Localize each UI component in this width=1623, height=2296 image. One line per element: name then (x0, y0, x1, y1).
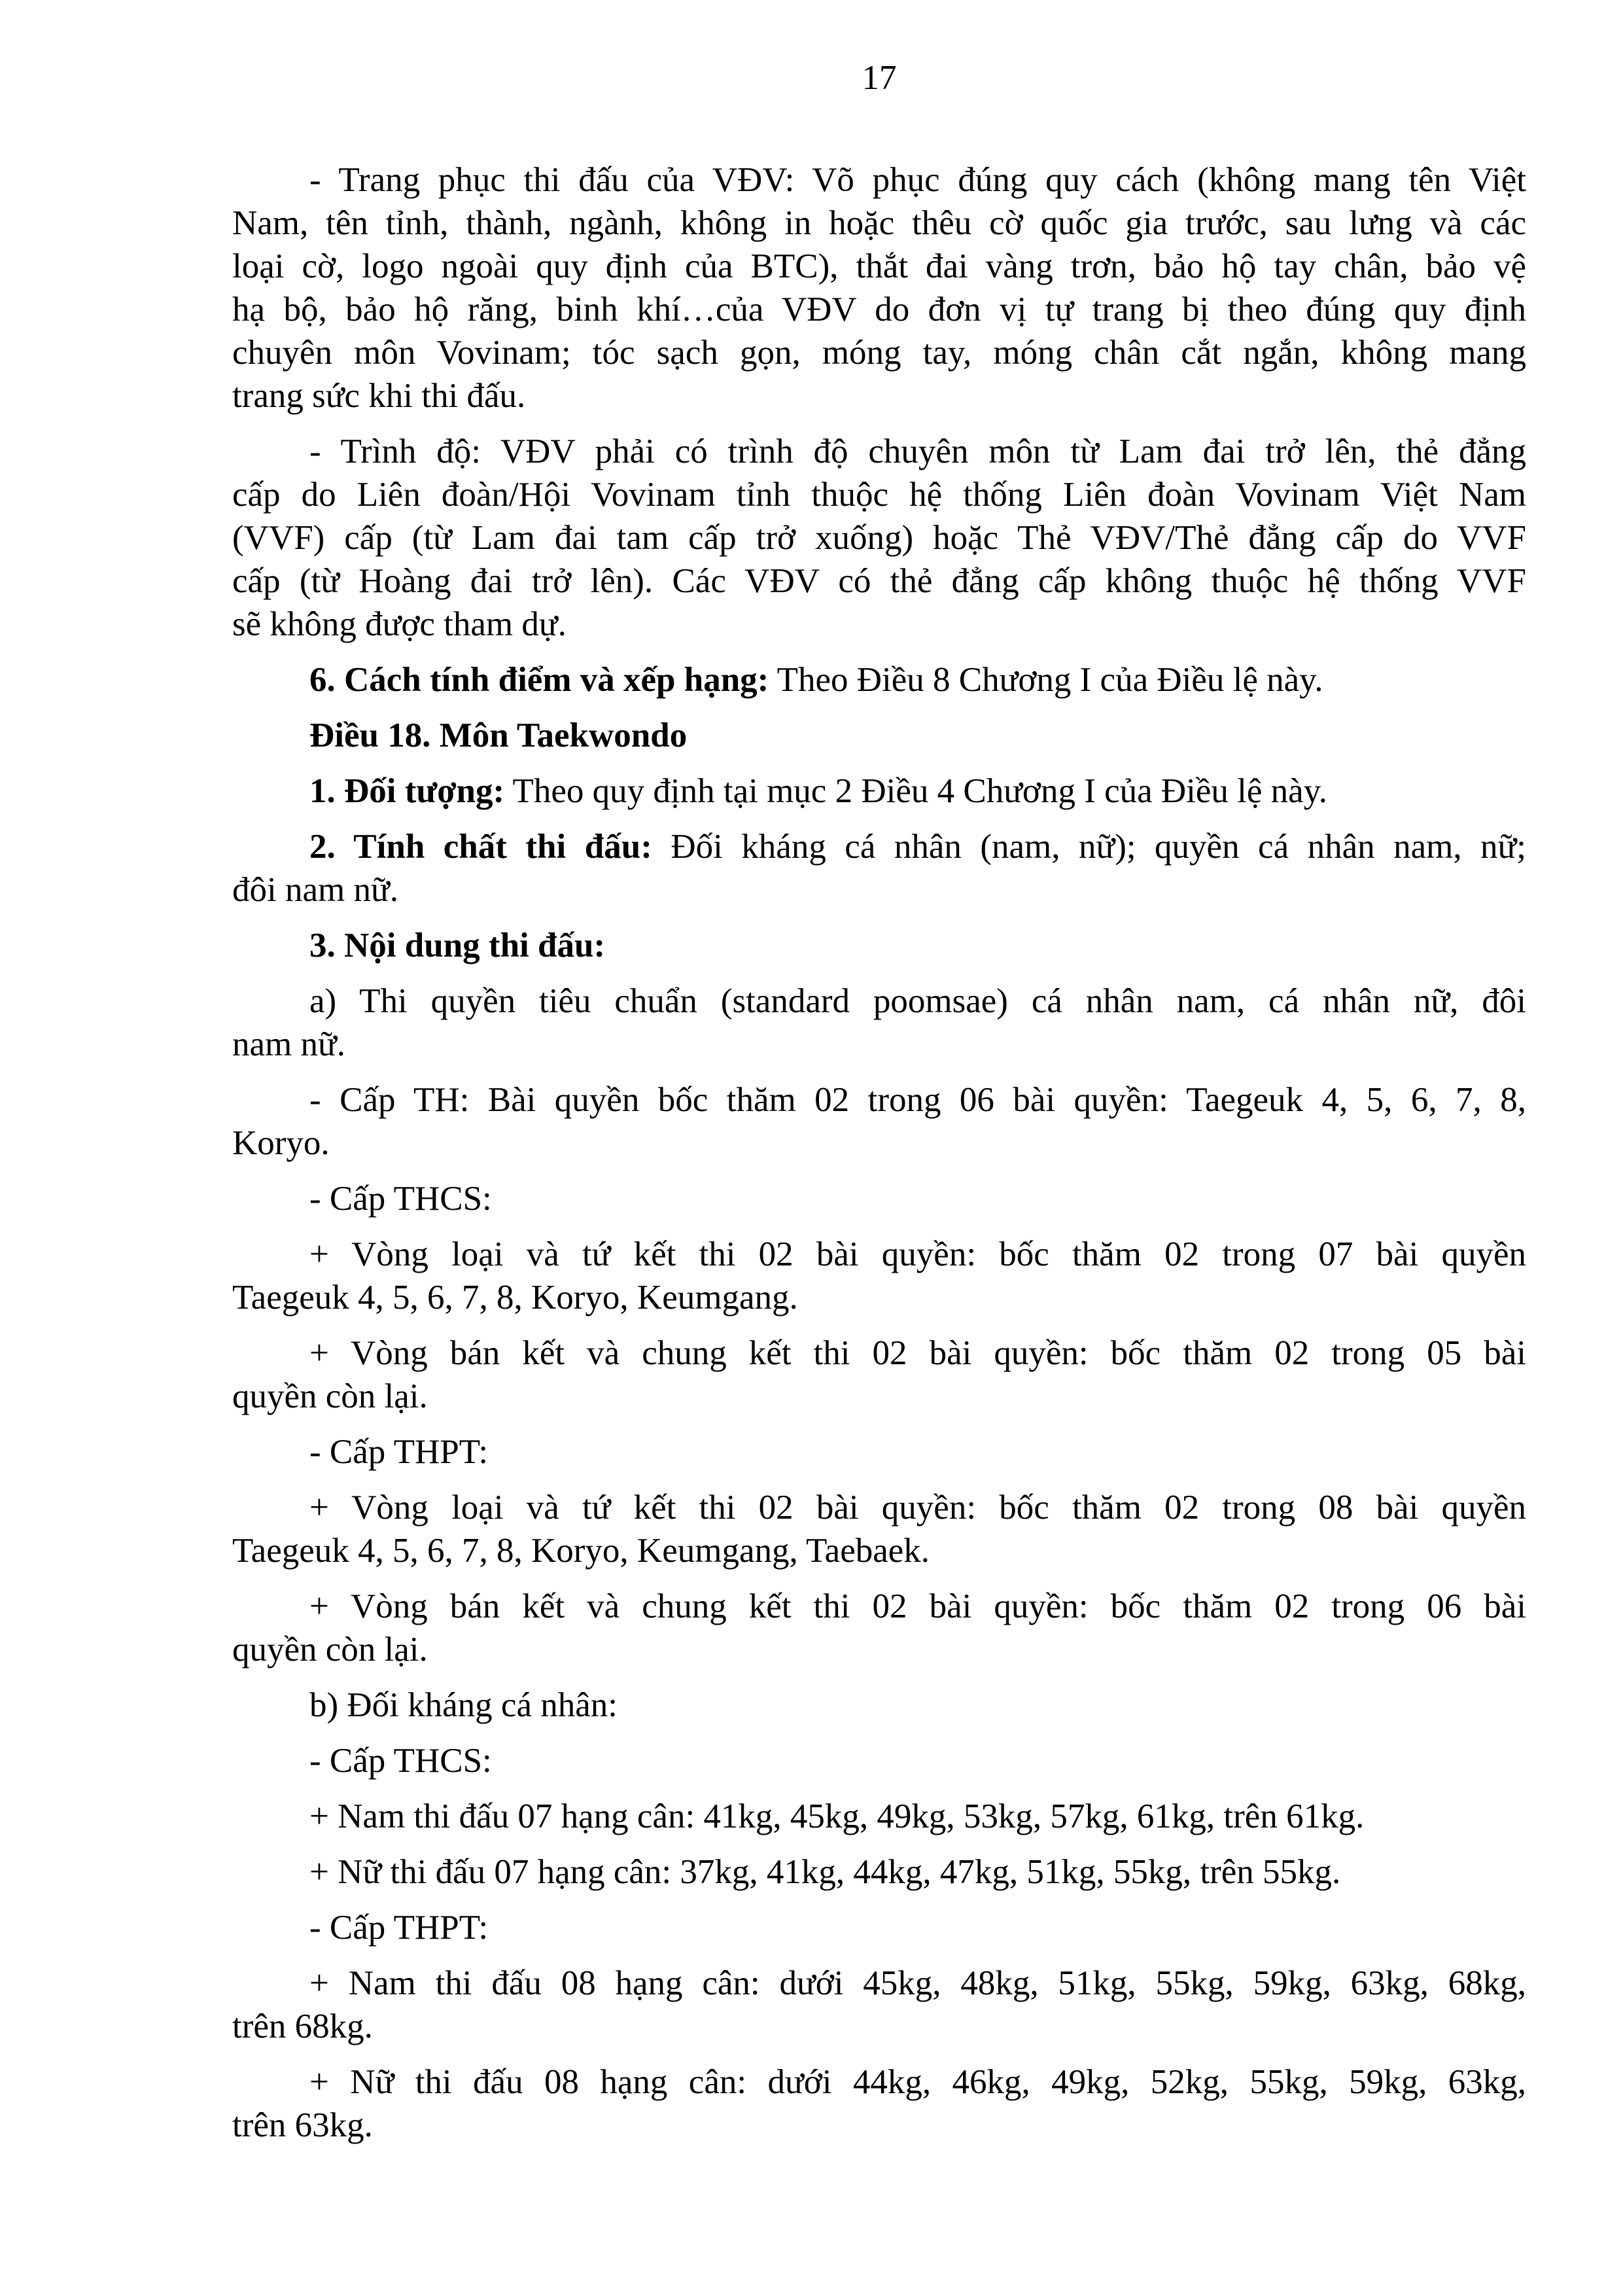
paragraph (232, 2060, 1526, 2147)
text-line (232, 924, 1526, 967)
paragraph (232, 714, 1526, 757)
paragraph (232, 430, 1526, 646)
text-segment: + Nữ thi đấu 07 hạng cân: 37kg, 41kg, 44kg, 47kg, 51kg, 55kg, trên 55kg. (309, 1853, 1341, 1891)
paragraph (232, 1684, 1526, 1727)
paragraph (232, 658, 1526, 701)
text-segment: Theo Điều 8 Chương I của Điều lệ này. (769, 661, 1323, 699)
paragraph (232, 825, 1526, 911)
text-line (232, 331, 1526, 374)
text-line (232, 1430, 1526, 1474)
bold-text-segment: 2. Tính chất thi đấu: (309, 828, 652, 866)
text-line (232, 2005, 1526, 2048)
paragraph (232, 1739, 1526, 1782)
paragraph (232, 1078, 1526, 1165)
paragraph (232, 158, 1526, 417)
text-segment: Taegeuk 4, 5, 6, 7, 8, Koryo, Keumgang, Taebaek. (232, 1532, 930, 1570)
text-line (232, 430, 1526, 473)
text-segment: cấp (từ Hoàng đai trở lên). Các VĐV có thẻ đẳng cấp không thuộc hệ thống VVF (232, 562, 1526, 600)
text-segment: + Vòng loại và tứ kết thi 02 bài quyền: bốc thăm 02 trong 08 bài quyền (309, 1489, 1526, 1527)
text-segment: + Vòng loại và tứ kết thi 02 bài quyền: bốc thăm 02 trong 07 bài quyền (309, 1235, 1526, 1273)
text-segment: Nam, tên tỉnh, thành, ngành, không in hoặc thêu cờ quốc gia trước, sau lưng và các (232, 204, 1526, 242)
text-line (232, 658, 1526, 701)
text-segment: chuyên môn Vovinam; tóc sạch gọn, móng tay, móng chân cắt ngắn, không mang (232, 334, 1526, 372)
text-line (232, 1122, 1526, 1165)
paragraph (232, 1795, 1526, 1838)
text-line (232, 603, 1526, 646)
text-segment: + Vòng bán kết và chung kết thi 02 bài quyền: bốc thăm 02 trong 06 bài (309, 1587, 1526, 1625)
text-segment: a) Thi quyền tiêu chuẩn (standard poomsae) cá nhân nam, cá nhân nữ, đôi (309, 982, 1526, 1020)
text-segment: đôi nam nữ. (232, 871, 398, 909)
text-line (232, 374, 1526, 417)
text-line (232, 714, 1526, 757)
text-line (232, 2060, 1526, 2104)
text-segment: (VVF) cấp (từ Lam đai tam cấp trở xuống) hoặc Thẻ VĐV/Thẻ đẳng cấp do VVF (232, 519, 1526, 557)
text-line (232, 868, 1526, 911)
paragraph (232, 1177, 1526, 1220)
text-line (232, 1332, 1526, 1375)
text-line (232, 288, 1526, 331)
text-line (232, 158, 1526, 202)
text-segment: + Vòng bán kết và chung kết thi 02 bài quyền: bốc thăm 02 trong 05 bài (309, 1334, 1526, 1372)
text-segment: - Cấp THCS: (309, 1180, 492, 1218)
text-segment: loại cờ, logo ngoài quy định của BTC), thắt đai vàng trơn, bảo hộ tay chân, bảo vệ (232, 247, 1526, 285)
text-segment: quyền còn lại. (232, 1377, 428, 1415)
paragraph (232, 980, 1526, 1066)
text-segment: - Cấp THPT: (309, 1909, 489, 1947)
text-segment: sẽ không được tham dự. (232, 605, 567, 643)
bold-text-segment: 1. Đối tượng: (309, 772, 505, 810)
page-number: 17 (862, 59, 897, 97)
text-segment: + Nữ thi đấu 08 hạng cân: dưới 44kg, 46kg, 49kg, 52kg, 55kg, 59kg, 63kg, (309, 2063, 1526, 2101)
text-line (232, 1585, 1526, 1628)
text-line (232, 769, 1526, 813)
text-segment: + Nam thi đấu 08 hạng cân: dưới 45kg, 48kg, 51kg, 55kg, 59kg, 63kg, 68kg, (309, 1964, 1526, 2002)
text-segment: - Trang phục thi đấu của VĐV: Võ phục đúng quy cách (không mang tên Việt (309, 161, 1526, 199)
text-line (232, 1684, 1526, 1727)
paragraph (232, 1332, 1526, 1418)
text-segment: trên 63kg. (232, 2106, 373, 2144)
text-line (232, 2104, 1526, 2147)
bold-text-segment: Điều 18. Môn Taekwondo (309, 716, 688, 754)
text-segment: Taegeuk 4, 5, 6, 7, 8, Koryo, Keumgang. (232, 1279, 798, 1316)
text-line (232, 559, 1526, 603)
text-segment: - Cấp THPT: (309, 1433, 489, 1471)
text-line (232, 1078, 1526, 1122)
text-line (232, 1628, 1526, 1671)
text-segment: b) Đối kháng cá nhân: (309, 1686, 618, 1724)
text-segment: nam nữ. (232, 1025, 345, 1063)
text-line (232, 1739, 1526, 1782)
text-segment: cấp do Liên đoàn/Hội Vovinam tỉnh thuộc hệ thống Liên đoàn Vovinam Việt Nam (232, 476, 1526, 514)
text-line (232, 1962, 1526, 2005)
text-line (232, 245, 1526, 288)
text-line (232, 1375, 1526, 1418)
text-segment: + Nam thi đấu 07 hạng cân: 41kg, 45kg, 49kg, 53kg, 57kg, 61kg, trên 61kg. (309, 1797, 1365, 1835)
text-segment: trên 68kg. (232, 2007, 373, 2045)
text-line (232, 825, 1526, 868)
text-segment: Đối kháng cá nhân (nam, nữ); quyền cá nhân nam, nữ; (652, 828, 1527, 866)
text-line (232, 1795, 1526, 1838)
paragraph (232, 1962, 1526, 2048)
text-segment: trang sức khi thi đấu. (232, 377, 526, 415)
text-line (232, 1529, 1526, 1572)
text-line (232, 1023, 1526, 1066)
paragraph (232, 1430, 1526, 1474)
paragraph (232, 769, 1526, 813)
text-line (232, 1276, 1526, 1319)
text-segment: quyền còn lại. (232, 1631, 428, 1669)
text-line (232, 516, 1526, 559)
text-segment: Theo quy định tại mục 2 Điều 4 Chương I của Điều lệ này. (504, 772, 1328, 810)
text-line (232, 473, 1526, 516)
paragraph (232, 1585, 1526, 1671)
paragraph (232, 1850, 1526, 1894)
paragraph (232, 1906, 1526, 1949)
document-body (232, 158, 1526, 2147)
text-segment: - Trình độ: VĐV phải có trình độ chuyên môn từ Lam đai trở lên, thẻ đẳng (309, 433, 1526, 470)
text-line (232, 1177, 1526, 1220)
text-line (232, 1233, 1526, 1276)
paragraph (232, 1233, 1526, 1319)
text-segment: Koryo. (232, 1124, 330, 1162)
text-line (232, 1850, 1526, 1894)
text-line (232, 980, 1526, 1023)
text-line (232, 1906, 1526, 1949)
paragraph (232, 924, 1526, 967)
text-segment: - Cấp TH: Bài quyền bốc thăm 02 trong 06 bài quyền: Taegeuk 4, 5, 6, 7, 8, (309, 1081, 1526, 1119)
bold-text-segment: 3. Nội dung thi đấu: (309, 927, 606, 964)
text-line (232, 1486, 1526, 1529)
bold-text-segment: 6. Cách tính điểm và xếp hạng: (309, 661, 769, 699)
text-segment: - Cấp THCS: (309, 1742, 492, 1780)
text-segment: hạ bộ, bảo hộ răng, binh khí…của VĐV do đơn vị tự trang bị theo đúng quy định (232, 291, 1526, 328)
paragraph (232, 1486, 1526, 1572)
text-line (232, 202, 1526, 245)
